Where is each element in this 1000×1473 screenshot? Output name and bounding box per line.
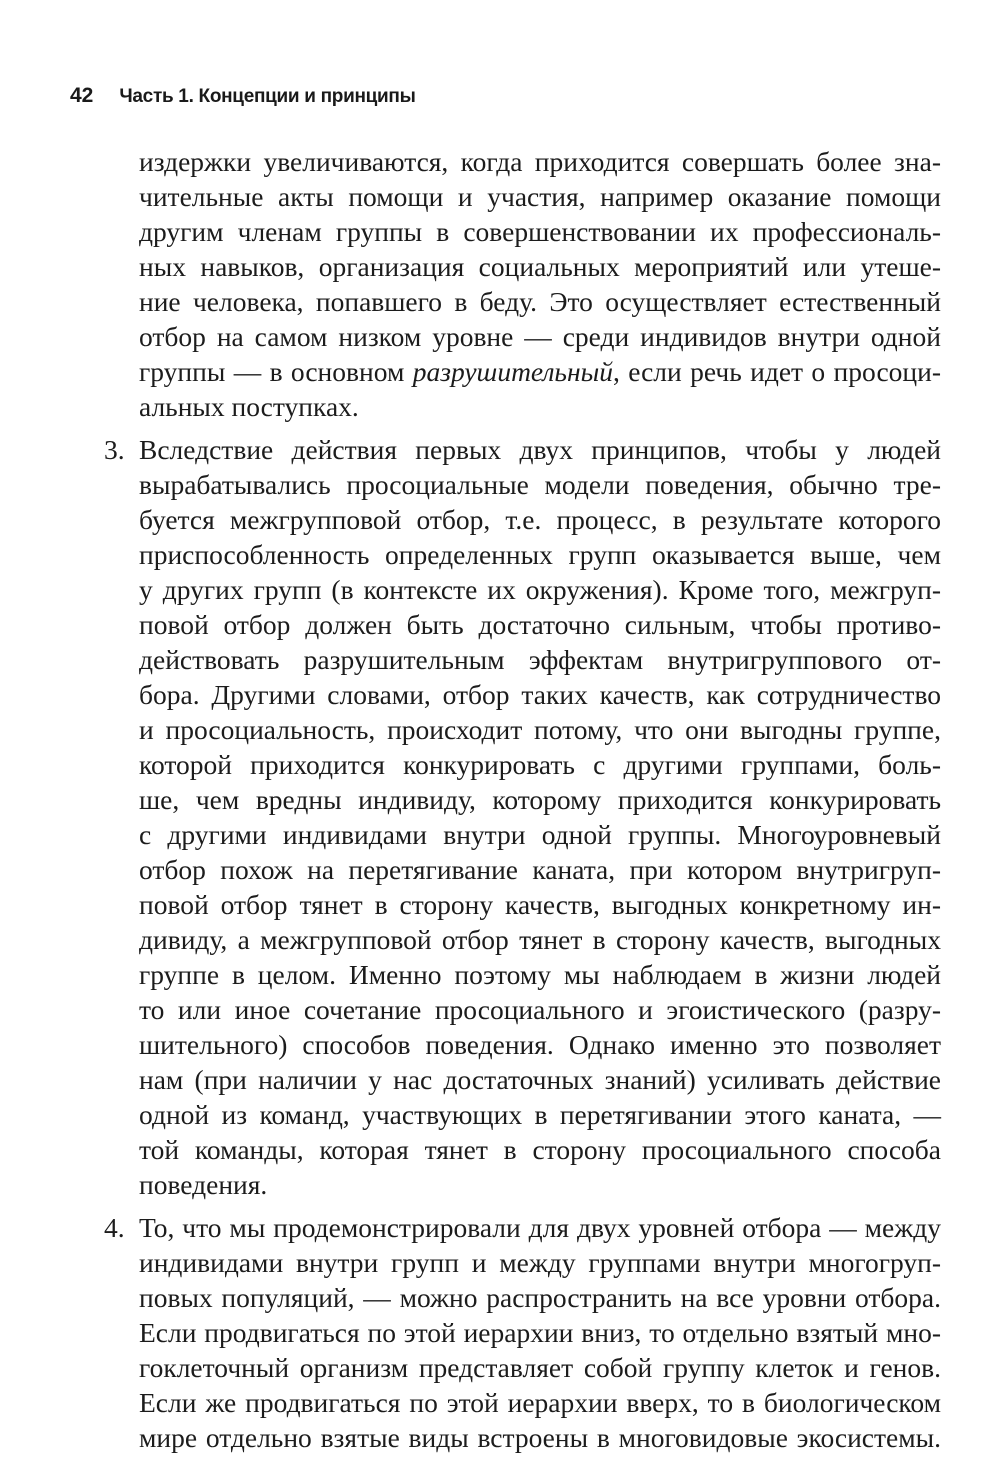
text-line: повой отбор тянет в сторону качеств, выгодных конкретному ин- (139, 889, 941, 920)
text-line: нам (при наличии у нас достаточных знаний) усиливать действие (139, 1064, 941, 1095)
text-fragment: группы — в основном (139, 356, 413, 387)
page-header (70, 84, 416, 114)
list-number: 3. (104, 434, 125, 465)
text-fragment: , если речь идет о просоци- (612, 356, 942, 387)
text-line (139, 355, 941, 389)
text-line: бора. Другими словами, отбор таких качеств, как сотрудничество (139, 679, 941, 710)
list-number: 4. (104, 1212, 125, 1243)
text-line: буется межгрупповой отбор, т.е. процесс, в результате которого (139, 504, 941, 535)
running-head: Часть 1. Концепции и принципы (119, 86, 416, 107)
text-line: поведения. (139, 1169, 268, 1200)
text-line: издержки увеличиваются, когда приходится совершать более зна- (139, 146, 941, 177)
text-line: которой приходится конкурировать с другими группами, боль- (139, 749, 941, 780)
text-line: чительные акты помощи и участия, например оказание помощи (139, 181, 941, 212)
text-line: отбор похож на перетягивание каната, при котором внутригруп- (139, 854, 941, 885)
text-line: приспособленность определенных групп оказывается выше, чем (139, 539, 941, 570)
text-line: Если продвигаться по этой иерархии вниз, то отдельно взятый мно- (139, 1317, 941, 1348)
text-line: той команды, которая тянет в сторону просоциального способа (139, 1134, 941, 1165)
text-line: ных навыков, организация социальных мероприятий или утеше- (139, 251, 941, 282)
text-line: дивиду, а межгрупповой отбор тянет в сторону качеств, выгодных (139, 924, 941, 955)
text-line: повой отбор должен быть достаточно сильным, чтобы противо- (139, 609, 941, 640)
list-item-3-first-line (104, 433, 941, 467)
text-line: мире отдельно взятые виды встроены в многовидовые экосистемы. (139, 1422, 941, 1453)
text-line: то или иное сочетание просоциального и эгоистического (разру- (139, 994, 941, 1025)
text-line: ше, чем вредны индивиду, которому приходится конкурировать (139, 784, 941, 815)
text-line: отбор на самом низком уровне — среди индивидов внутри одной (139, 321, 941, 352)
text-fragment: Вследствие действия первых двух принципов, чтобы у людей (139, 434, 941, 465)
text-line: действовать разрушительным эффектам внутригруппового от- (139, 644, 941, 675)
text-line: одной из команд, участвующих в перетягивании этого каната, — (139, 1099, 941, 1130)
text-line: гоклеточный организм представляет собой группу клеток и генов. (139, 1352, 941, 1383)
text-fragment: То, что мы продемонстрировали для двух уровней отбора — между (139, 1212, 941, 1243)
text-line: шительного) способов поведения. Однако именно это позволяет (139, 1029, 941, 1060)
emphasis-word: разрушительный (412, 356, 613, 387)
text-line: с другими индивидами внутри одной группы. Многоуровневый (139, 819, 941, 850)
text-line: вырабатывались просоциальные модели поведения, обычно тре- (139, 469, 941, 500)
text-line: ние человека, попавшего в беду. Это осуществляет естественный (139, 286, 941, 317)
text-line: индивидами внутри групп и между группами внутри многогруп- (139, 1247, 941, 1278)
page-number: 42 (70, 84, 94, 107)
text-line: Если же продвигаться по этой иерархии вверх, то в биологическом (139, 1387, 941, 1418)
list-item-4-first-line (104, 1211, 941, 1245)
text-line: повых популяций, — можно распространить на все уровни отбора. (139, 1282, 941, 1313)
text-line: группе в целом. Именно поэтому мы наблюдаем в жизни людей (139, 959, 941, 990)
text-line: альных поступках. (139, 391, 359, 422)
text-line: и просоциальность, происходит потому, что они выгодны группе, (139, 714, 941, 745)
text-line: у других групп (в контексте их окружения). Кроме того, межгруп- (139, 574, 941, 605)
text-line: другим членам группы в совершенствовании их профессиональ- (139, 216, 941, 247)
